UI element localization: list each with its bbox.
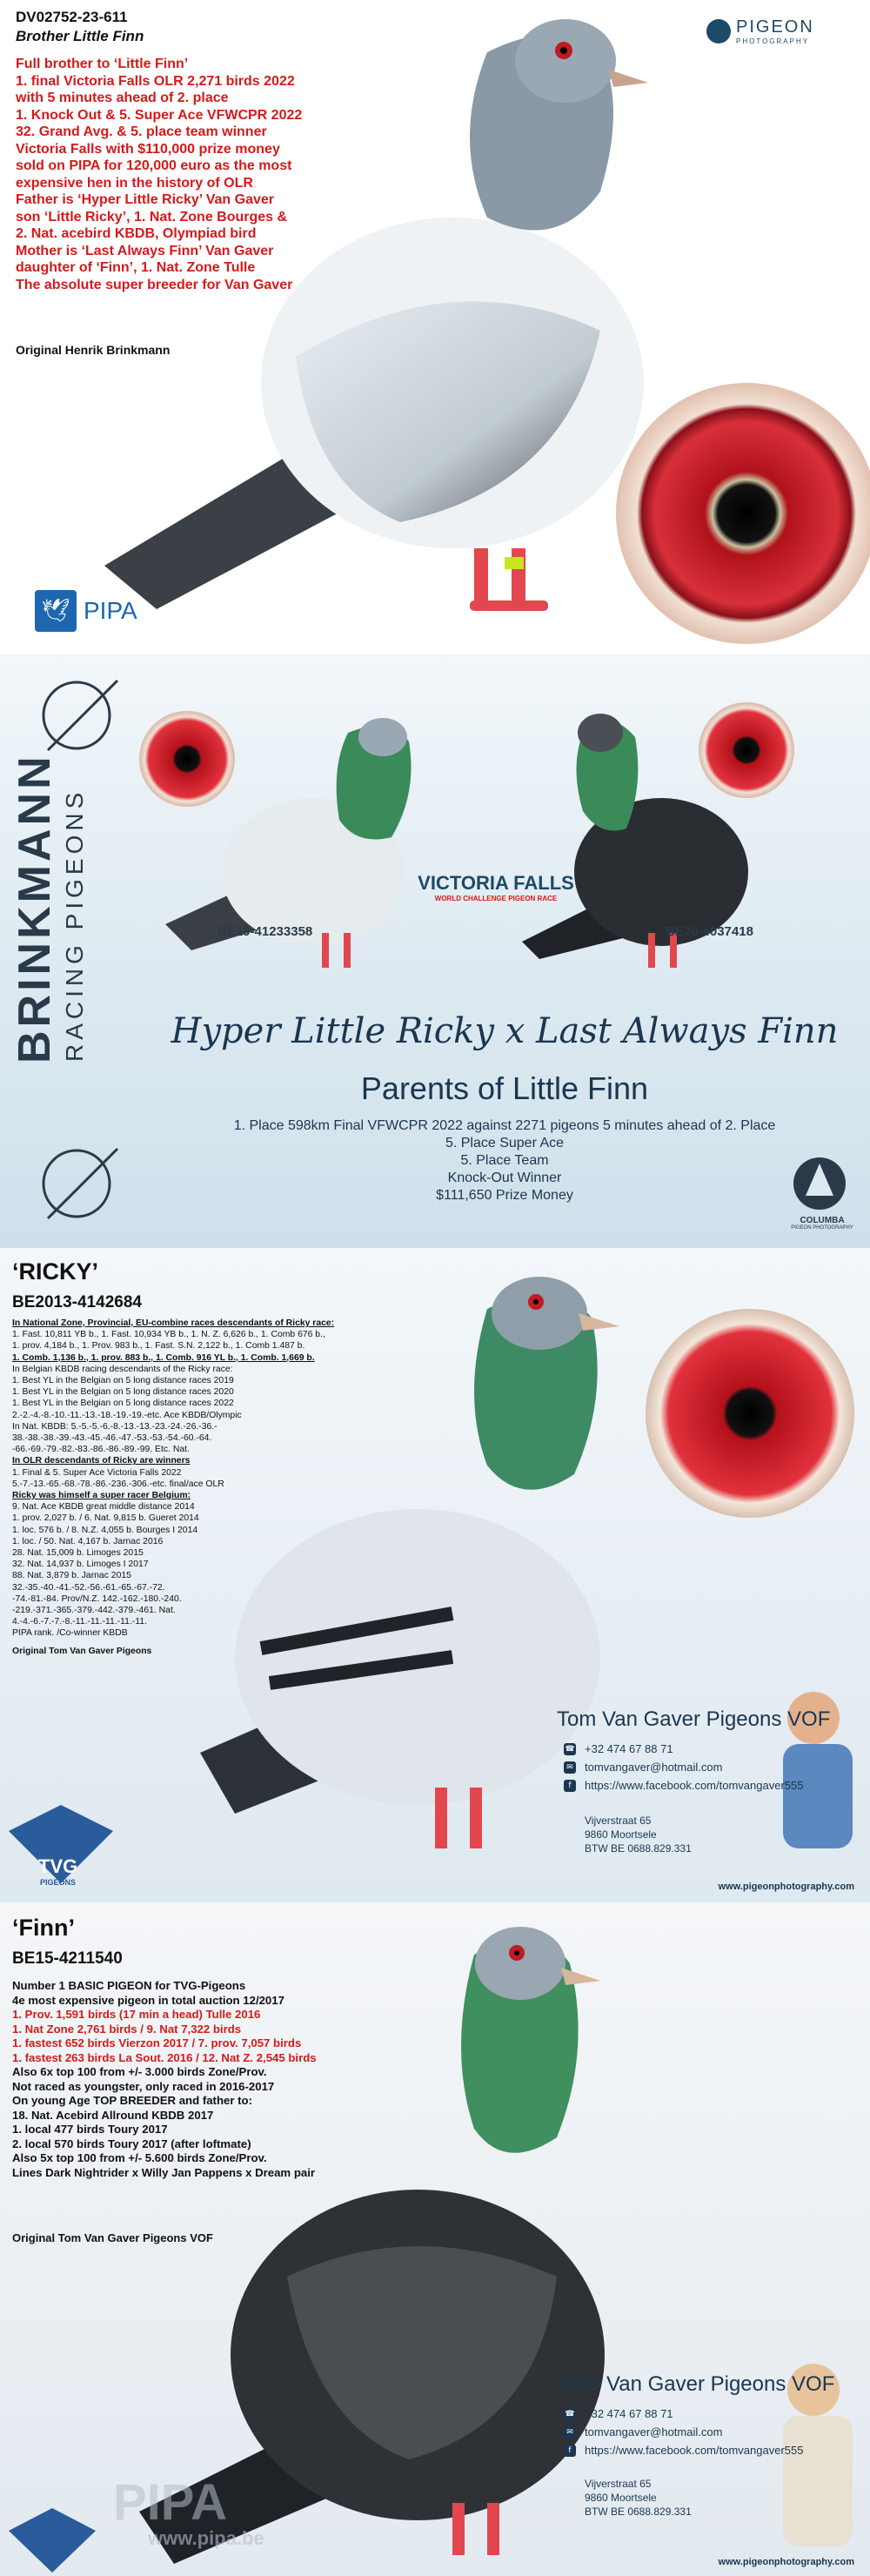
contact-row[interactable] [564,1761,803,1774]
achievement-line: 1. Fast. 10,811 YB b., 1. Fast. 10,934 YB b., 1. N. Z. 6,626 b., 1. Comb 676 b., [12,1330,325,1340]
achievement-line: 2. Nat. acebird KBDB, Olympiad bird [16,226,257,241]
result-line: 1. Place 598km Final VFWCPR 2022 against 2271 pigeons 5 minutes ahead of 2. Place [233,1118,776,1133]
address-line: BTW BE 0688.829.331 [585,2506,692,2518]
contact-block [564,2407,803,2462]
ring-number: BE2013-4142684 [12,1293,142,1311]
achievement-line: 38.-38.-38.-39.-43.-45.-46.-47.-53.-53.-54.-60.-64. [12,1433,212,1444]
achievement-line: Also 5x top 100 from +/- 5.600 birds Zone/Prov. [12,2151,267,2164]
address-line: 9860 Moortsele [585,1828,657,1841]
achievement-line: In Nat. KBDB: 5.-5.-5.-6.-8.-13.-13.-23.-24.-26.-36.- [12,1421,218,1432]
achievement-line: Father is ‘Hyper Little Ricky’ Van Gaver [16,192,275,207]
achievement-line: PIPA rank. /Co-winner KBDB [12,1628,128,1639]
achievement-line: 4e most expensive pigeon in total auction 12/2017 [12,1993,284,2007]
brand-name: BRINKMANN [10,753,60,1063]
achievement-line: The absolute super breeder for Van Gaver [16,277,293,292]
finn-achievements [12,1979,317,2180]
achievement-line: 28. Nat. 15,009 b. Limoges 2015 [12,1548,144,1559]
panel-parents-little-finn [0,654,870,1248]
achievement-line: Ricky was himself a super racer Belgium: [12,1491,191,1501]
achievement-line: daughter of ‘Finn’, 1. Nat. Zone Tulle [16,260,256,275]
achievement-line: 1. loc. 576 b. / 8. N.Z. 4,055 b. Bourges I 2014 [12,1525,198,1535]
achievement-line: Also 6x top 100 from +/- 3.000 birds Zone/Prov. [12,2065,267,2078]
achievement-line: In National Zone, Provincial, EU-combine races descendants of Ricky race: [12,1318,335,1328]
facebook-icon: f [564,2445,576,2457]
pigeon-name: ‘RICKY’ [12,1258,99,1285]
company-name: Tom Van Gaver Pigeons VOF [557,1707,831,1731]
achievement-line: 32. Grand Avg. & 5. place team winner [16,124,267,139]
achievement-line: Full brother to ‘Little Finn’ [16,57,189,71]
achievement-line: 1. loc. / 50. Nat. 4,167 b. Jarnac 2016 [12,1536,164,1546]
parents-script-title: Hyper Little Ricky x Last Always Finn [171,1011,839,1051]
ring-number: BE15-4211540 [12,1949,123,1968]
achievement-line: 1. Knock Out & 5. Super Ace VFWCPR 2022 [16,107,303,123]
pipa-text: PIPA [84,597,137,624]
pigeon-photography-logo [706,17,814,45]
achievement-line: 88. Nat. 3,879 b. Jarnac 2015 [12,1571,131,1581]
ricky-achievements [12,1318,334,1640]
achievement-line: 5.-7.-13.-65.-68.-78.-86.-236.-306.-etc. final/ace OLR [12,1479,224,1489]
race-name: VICTORIA FALLS [418,872,574,894]
columba-logo [779,1216,866,1231]
pigeon-icon: 🕊 [35,590,77,632]
achievement-line: 1. local 477 birds Toury 2017 [12,2123,168,2136]
achievement-line: Mother is ‘Last Always Finn’ Van Gaver [16,243,274,258]
ring-right: BE20-4037418 [666,924,753,939]
contact-row[interactable] [564,1779,803,1792]
address-line: 9860 Moortsele [585,2492,657,2504]
achievement-line: 1. prov. 4,184 b., 1. Prov. 983 b., 1. Fast. S.N. 2,122 b., 1. Comb 1.487 b. [12,1341,305,1352]
race-results [157,1117,853,1204]
original-breeder: Original Henrik Brinkmann [16,343,171,357]
achievement-line: In OLR descendants of Ricky are winners [12,1456,191,1466]
panel-ricky [0,1248,870,1902]
camera-icon [706,19,731,44]
achievement-line: 1. Prov. 1,591 birds (17 min a head) Tulle 2016 [12,2008,261,2021]
address-line: BTW BE 0688.829.331 [585,1842,692,1855]
email-icon: ✉ [564,2426,576,2438]
contact-text: +32 474 67 88 71 [585,2407,673,2420]
phone-icon: ☎ [565,2409,575,2418]
achievement-line: expensive hen in the history of OLR [16,175,253,191]
contact-block [564,1742,803,1797]
achievement-line: Number 1 BASIC PIGEON for TVG-Pigeons [12,1979,246,1992]
address-block [585,1814,692,1855]
address-line: Vijverstraat 65 [585,2478,652,2490]
achievement-line: 1. Best YL in the Belgian on 5 long distance races 2022 [12,1399,234,1409]
ring-left: BE19-41233358 [218,924,313,939]
achievement-line: 1. Best YL in the Belgian on 5 long distance races 2020 [12,1387,234,1398]
pipa-watermark: PIPA [113,2474,228,2531]
columba-sub: PIGEON PHOTOGRAPHY [791,1225,853,1231]
achievement-line: 2.-2.-4.-8.-10.-11.-13.-18.-19.-19.-etc. Ace KBDB/Olympic [12,1410,242,1420]
phone-icon: ☎ [565,1744,575,1754]
achievement-line: -219.-371.-365.-379.-442.-379.-461. Nat. [12,1606,176,1616]
achievement-line: with 5 minutes ahead of 2. place [16,91,229,105]
pipa-url: www.pipa.be [148,2527,264,2549]
result-line: 5. Place Team [460,1153,549,1168]
contact-row[interactable] [564,2425,803,2438]
achievement-line: 1. prov. 2,027 b. / 6. Nat. 9,815 b. Gueret 2014 [12,1513,199,1524]
achievement-line: In Belgian KBDB racing descendants of the Ricky race: [12,1364,233,1374]
achievement-line: 32.-35.-40.-41.-52.-56.-61.-65.-67.-72. [12,1582,165,1593]
achievement-line: Lines Dark Nightrider x Willy Jan Pappens x Dream pair [12,2165,316,2179]
achievement-line: 1. Best YL in the Belgian on 5 long distance races 2019 [12,1376,234,1386]
achievement-line: 32. Nat. 14,937 b. Limoges I 2017 [12,1560,149,1570]
race-sub: WORLD CHALLENGE PIGEON RACE [434,895,558,902]
company-name: Tom Van Gaver Pigeons VOF [561,2372,835,2396]
achievement-line: 1. Comb. 1,136 b., 1. prov. 883 b., 1. Comb. 916 YL b., 1. Comb. 1,669 b. [12,1352,315,1363]
brand-sub: RACING PIGEONS [61,788,88,1062]
contact-text: https://www.facebook.com/tomvangaver555 [585,1779,804,1792]
achievement-line: -66.-69.-79.-82.-83.-86.-86.-89.-99. Etc. Nat. [12,1445,190,1455]
email-icon: ✉ [564,1761,576,1774]
achievements-text [16,56,302,293]
address-line: Vijverstraat 65 [585,1815,652,1827]
achievement-line: son ‘Little Ricky’, 1. Nat. Zone Bourges & [16,209,288,225]
achievement-line: 1. Nat Zone 2,761 birds / 9. Nat 7,322 birds [12,2022,242,2036]
original-breeder: Original Tom Van Gaver Pigeons [12,1647,152,1656]
logo-subtext: PHOTOGRAPHY [736,37,810,45]
tvg-logo-sub: PIGEONS [40,1878,77,1887]
achievement-line: Victoria Falls with $110,000 prize money [16,141,280,157]
contact-row[interactable] [564,2444,803,2457]
pipa-logo [35,590,137,632]
parents-heading: Parents of Little Finn [360,1070,649,1106]
contact-text: tomvangaver@hotmail.com [585,1761,723,1774]
achievement-line: 4.-4.-6.-7.-7.-8.-11.-11.-11.-11.-11. [12,1617,147,1627]
address-block [585,2477,692,2519]
achievement-line: 18. Nat. Acebird Allround KBDB 2017 [12,2108,214,2122]
result-line: 5. Place Super Ace [445,1136,565,1150]
achievement-line: sold on PIPA for 120,000 euro as the most [16,158,292,173]
contact-row[interactable] [564,2407,803,2420]
tvg-logo-text: TVG [38,1855,78,1877]
achievement-line: 1. Final & 5. Super Ace Victoria Falls 2022 [12,1467,182,1478]
achievement-line: On young Age TOP BREEDER and father to: [12,2094,252,2107]
logo-text: PIGEON [736,17,814,37]
achievement-line: 2. local 570 birds Toury 2017 (after loftmate) [12,2137,251,2150]
achievement-line: 1. fastest 652 birds Vierzon 2017 / 7. prov. 7,057 birds [12,2036,302,2049]
contact-row[interactable] [564,1742,803,1755]
achievement-line: 1. fastest 263 birds La Sout. 2016 / 12. Nat Z. 2,545 birds [12,2050,317,2064]
contact-text: tomvangaver@hotmail.com [585,2425,723,2438]
original-breeder: Original Tom Van Gaver Pigeons VOF [12,2231,213,2244]
website-link[interactable]: www.pigeonphotography.com [718,1882,854,1892]
ring-number: DV02752-23-611 [16,9,128,25]
subtitle: Brother Little Finn [16,28,144,44]
victoria-falls-logo [409,872,583,902]
brand-vertical [0,654,122,1248]
pigeon-name: ‘Finn’ [12,1915,75,1941]
panel-brother-little-finn [0,0,870,644]
achievement-line: 9. Nat. Ace KBDB great middle distance 2014 [12,1502,195,1513]
contact-text: https://www.facebook.com/tomvangaver555 [585,2444,804,2457]
result-line: $111,650 Prize Money [436,1188,573,1203]
columba-text: COLUMBA [800,1216,845,1225]
result-line: Knock-Out Winner [447,1171,562,1185]
achievement-line: 1. final Victoria Falls OLR 2,271 birds 2022 [16,73,295,89]
panel-finn [0,1902,870,2576]
website-link[interactable]: www.pigeonphotography.com [718,2557,854,2567]
achievement-line: Not raced as youngster, only raced in 2016-2017 [12,2079,275,2093]
achievement-line: -74.-81.-84. Prov/N.Z. 142.-162.-180.-240. [12,1593,182,1604]
facebook-icon: f [564,1780,576,1792]
contact-text: +32 474 67 88 71 [585,1742,673,1755]
